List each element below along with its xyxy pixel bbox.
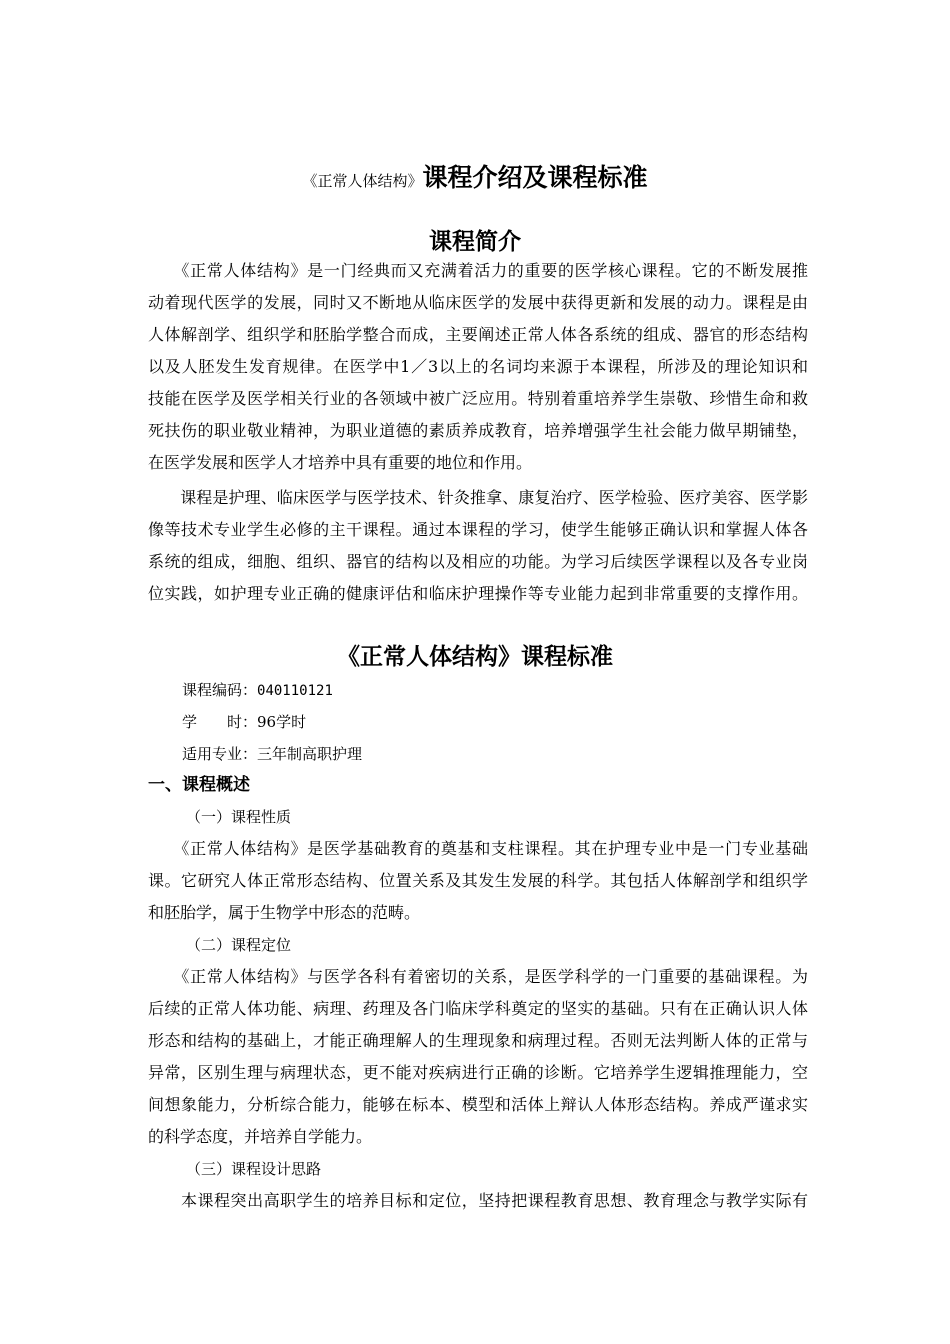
text-line: 后续的正常人体功能、病理、药理及各门临床学科奠定的坚实的基础。只有在正确认识人体 [148, 999, 808, 1018]
text-line: 系统的组成，细胞、组织、器官的结构以及相应的功能。为学习后续医学课程以及各专业岗 [148, 552, 808, 571]
document-title-course-name: 《正常人体结构》 [302, 172, 423, 190]
text-line: 形态和结构的基础上，才能正确理解人的生理现象和病理过程。否则无法判断人体的正常与 [148, 1031, 808, 1050]
document-title-main: 课程介绍及课程标准 [422, 163, 648, 192]
text-line: 《正常人体结构》是医学基础教育的奠基和支柱课程。其在护理专业中是一门专业基础 [148, 839, 808, 858]
text-line: 在医学发展和医学人才培养中具有重要的地位和作用。 [148, 453, 533, 472]
text-line: 动着现代医学的发展，同时又不断地从临床医学的发展中获得更新和发展的动力。课程是由 [148, 293, 808, 312]
nature-paragraph [148, 833, 808, 929]
text-line: 像等技术专业学生必修的主干课程。通过本课程的学习，使学生能够正确认识和掌握人体各 [148, 520, 808, 539]
course-hours [182, 706, 306, 738]
intro-paragraph-2 [148, 482, 808, 610]
text-line: 本课程突出高职学生的培养目标和定位，坚持把课程教育思想、教育理念与教学实际有 [148, 1191, 808, 1210]
text-line: 课。它研究人体正常形态结构、位置关系及其发生发展的科学。其包括人体解剖学和组织学 [148, 871, 808, 890]
course-code-label: 课程编码： [182, 681, 258, 699]
text-line: 《正常人体结构》是一门经典而又充满着活力的重要的医学核心课程。它的不断发展推 [148, 261, 808, 280]
text-line: 课程是护理、临床医学与医学技术、针灸推拿、康复治疗、医学检验、医疗美容、医学影 [148, 488, 808, 507]
course-major-label: 适用专业： [182, 745, 258, 763]
course-hours-label: 学 时： [182, 713, 258, 731]
intro-heading: 课程简介 [429, 229, 521, 255]
course-code-value: 040110121 [257, 683, 333, 699]
course-code [182, 674, 333, 706]
design-paragraph [148, 1185, 808, 1217]
text-line: 位实践，如护理专业正确的健康评估和临床护理操作等专业能力起到非常重要的支撑作用。 [148, 584, 808, 603]
text-line: 人体解剖学、组织学和胚胎学整合而成，主要阐述正常人体各系统的组成、器官的形态结构 [148, 325, 808, 344]
text-line: 《正常人体结构》与医学各科有着密切的关系，是医学科学的一门重要的基础课程。为 [148, 967, 808, 986]
document-title [0, 158, 950, 194]
text-line: 死扶伤的职业敬业精神，为职业道德的素质养成教育，培养增强学生社会能力做早期铺垫， [148, 421, 808, 440]
text-line: 异常，区别生理与病理状态，更不能对疾病进行正确的诊断。它培养学生逻辑推理能力，空 [148, 1063, 808, 1082]
subsection-heading-design: （三）课程设计思路 [186, 1160, 322, 1178]
text-line: 技能在医学及医学相关行业的各领域中被广泛应用。特别着重培养学生崇敬、珍惜生命和救 [148, 389, 808, 408]
position-paragraph [148, 961, 808, 1153]
subsection-heading-position: （二）课程定位 [186, 936, 292, 954]
course-hours-value: 96学时 [257, 713, 307, 731]
intro-paragraph-1 [148, 255, 808, 479]
section-heading-overview: 一、课程概述 [148, 775, 250, 795]
course-major [182, 738, 362, 770]
text-line: 间想象能力，分析综合能力，能够在标本、模型和活体上辩认人体形态结构。养成严谨求实 [148, 1095, 808, 1114]
subsection-heading-nature: （一）课程性质 [186, 808, 292, 826]
text-line: 和胚胎学，属于生物学中形态的范畴。 [148, 903, 421, 922]
text-line: 以及人胚发生发育规律。在医学中1／3以上的名词均来源于本课程，所涉及的理论知识和 [148, 357, 808, 376]
course-major-value: 三年制高职护理 [257, 745, 363, 763]
standard-heading: 《正常人体结构》课程标准 [337, 644, 613, 670]
text-line: 的科学态度，并培养自学能力。 [148, 1127, 373, 1146]
